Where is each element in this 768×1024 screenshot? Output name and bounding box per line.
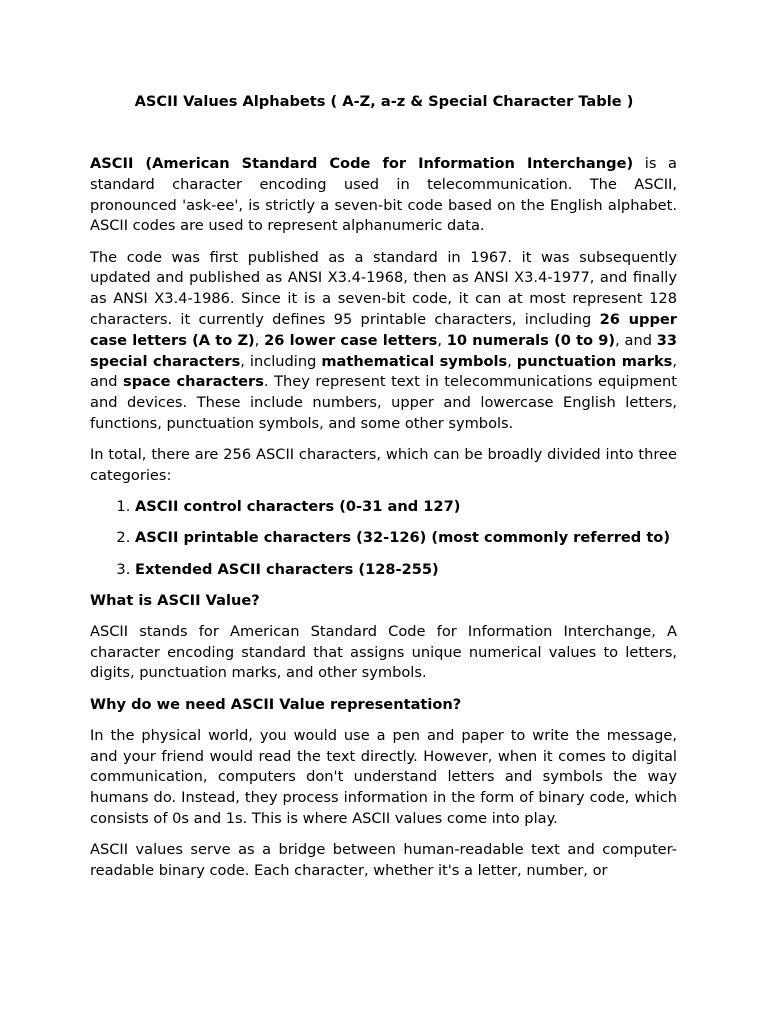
separator: ,: [254, 331, 265, 349]
emphasis-punctuation: punctuation marks: [516, 352, 673, 370]
categories-intro: In total, there are 256 ASCII characters, which can be broadly divided into three categories:: [90, 446, 677, 484]
intro-text: is a standard character encoding used in telecommunication. The ASCII, pronounced 'ask-ee', is strictly a seven-bit code based on the English alphabet. ASCII codes are used to represent alphanumeric data.: [90, 155, 677, 235]
emphasis-lowercase: 26 lower case letters: [264, 331, 438, 349]
separator: , including: [240, 352, 322, 370]
list-item: 2. ASCII printable characters (32-126) (most commonly referred to): [135, 528, 677, 549]
document-body: [90, 154, 677, 892]
list-item: 3. Extended ASCII characters (128-255): [135, 560, 677, 581]
list-item: 1. ASCII control characters (0-31 and 127): [135, 497, 677, 518]
page-title: ASCII Values Alphabets ( A-Z, a-z & Special Character Table ): [134, 93, 634, 110]
separator: , and: [615, 331, 657, 349]
intro-paragraph: [90, 154, 677, 237]
categories-list: [90, 497, 677, 580]
what-paragraph: ASCII stands for American Standard Code for Information Interchange, A character encoding standard that assigns unique numerical values to letters, digits, punctuation marks, and other symbols.: [90, 622, 677, 682]
history-text: . They represent text in telecommunications equipment and devices. These include numbers, upper and lowercase English letters, functions, punctuation symbols, and some other symbols.: [90, 373, 678, 432]
why-paragraph: In the physical world, you would use a pen and paper to write the message, and your friend would read the text directly. However, when it comes to digital communication, computers don't understand letters and symbols the way humans do. Instead, they process information in the form of binary code, which consists of 0s and 1s. This is where ASCII values come into play.: [90, 726, 677, 828]
emphasis-space-characters: space characters: [123, 373, 264, 391]
history-text: The code was first published as a standard in 1967. it was subsequently updated and published as ANSI X3.4-1968, then as ANSI X3.4-1977, and finally as ANSI X3.4-1986. Since it is a seven-bit code, it can at most represent 128 characters. it currently defines 95 printable characters, including: [90, 248, 677, 328]
emphasis-numerals: 10 numerals (0 to 9): [446, 331, 616, 349]
why-heading: Why do we need ASCII Value representation?: [90, 695, 462, 713]
separator: ,: [437, 331, 447, 349]
bridge-paragraph: ASCII values serve as a bridge between human-readable text and computer-readable binary code. Each character, whether it's a letter, number, or: [90, 841, 677, 880]
separator: , and: [90, 352, 677, 391]
emphasis-special-characters: 33 special characters: [90, 331, 678, 370]
ascii-term: ASCII (American Standard Code for Information Interchange): [90, 155, 634, 172]
separator: ,: [507, 352, 517, 370]
history-paragraph: [90, 248, 677, 435]
what-heading: What is ASCII Value?: [90, 591, 260, 609]
emphasis-uppercase: 26 upper case letters (A to Z): [90, 310, 677, 349]
emphasis-math-symbols: mathematical symbols: [321, 352, 508, 370]
